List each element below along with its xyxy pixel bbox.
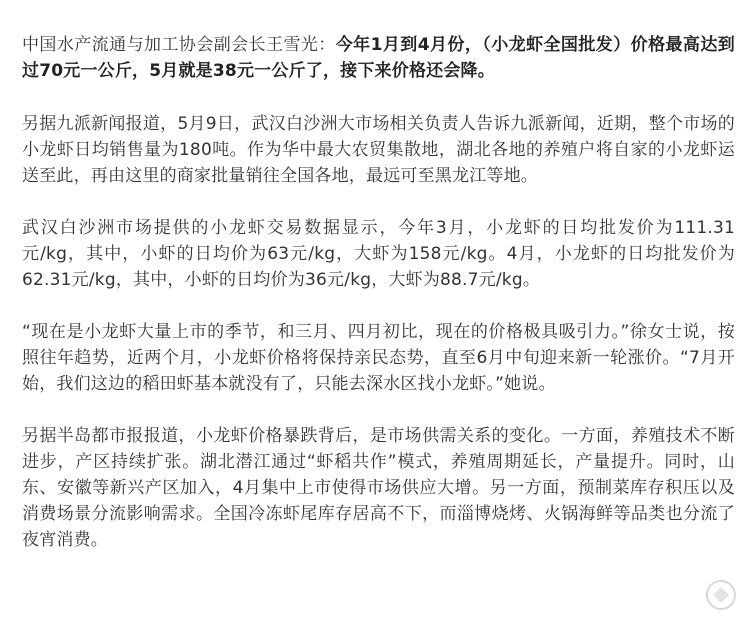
lead-speaker: 中国水产流通与加工协会副会长王雪光：: [22, 35, 336, 55]
paragraph-price-data: 武汉白沙洲市场提供的小龙虾交易数据显示，今年3月，小龙虾的日均批发价为111.31元/kg，其中，小虾的日均价为63元/kg，大虾为158元/kg。4月，小龙虾的日均批发价为62.31元/kg，其中，小虾的日均价为36元/kg，大虾为88.7元/kg。: [22, 218, 735, 290]
watermark-icon: [691, 575, 751, 615]
lead-quote-bold: 今年1月到4月份，（小龙虾全国批发）价格最高达到过70元一公斤，5月就是38元一公斤了，接下来价格还会降。: [22, 35, 735, 81]
paragraph-quote-xu: “现在是小龙虾大量上市的季节，和三月、四月初比，现在的价格极具吸引力。”徐女士说，按照往年趋势，近两个月，小龙虾价格将保持亲民态势，直至6月中旬迎来新一轮涨价。“7月开始，我们这边的稻田虾基本就没有了，只能去深水区找小龙虾。”她说。: [22, 322, 735, 394]
lead-paragraph: [22, 32, 735, 84]
paragraph-sales-volume: 另据九派新闻报道，5月9日，武汉白沙洲大市场相关负责人告诉九派新闻，近期，整个市场的小龙虾日均销售量为180吨。作为华中最大农贸集散地，湖北各地的养殖户将自家的小龙虾运送至此，再由这里的商家批量销往全国各地，最远可至黑龙江等地。: [22, 114, 735, 186]
paragraph-supply-demand: 另据半岛都市报报道，小龙虾价格暴跌背后，是市场供需关系的变化。一方面，养殖技术不断进步，产区持续扩张。湖北潜江通过“虾稻共作”模式，养殖周期延长，产量提升。同时，山东、安徽等新兴产区加入，4月集中上市使得市场供应大增。另一方面，预制菜库存积压以及消费场景分流影响需求。全国冷冻虾尾库存居高不下，而淄博烧烤、火锅海鲜等品类也分流了夜宵消费。: [22, 426, 735, 550]
